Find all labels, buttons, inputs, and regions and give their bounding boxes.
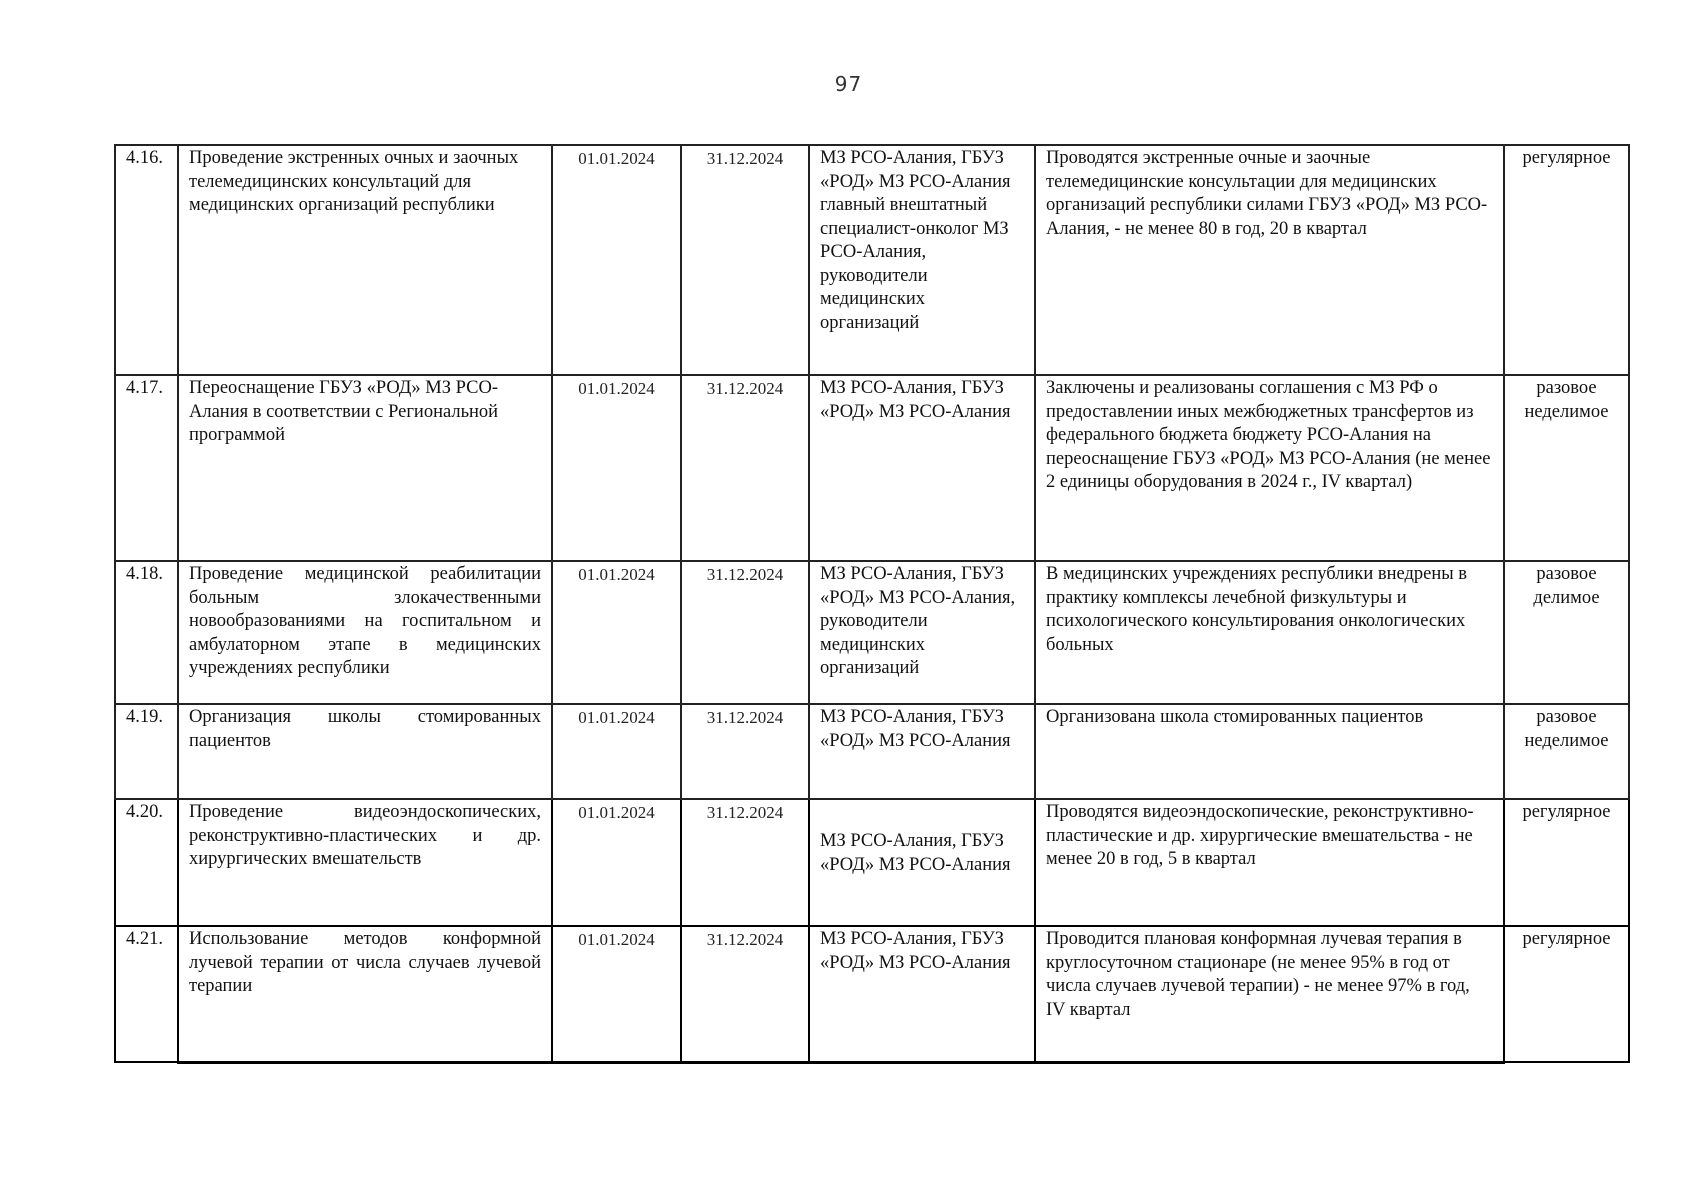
- table-row: [115, 799, 1629, 926]
- item-number: 4.21.: [115, 926, 178, 1062]
- start-date: 01.01.2024: [552, 704, 681, 799]
- item-number: 4.20.: [115, 799, 178, 926]
- end-date: 31.12.2024: [681, 926, 809, 1062]
- expected-result: Проводятся экстренные очные и заочные телемедицинские консультации для медицинских организаций республики силами ГБУЗ «РОД» МЗ РСО-Алания, - не менее 80 в год, 20 в квартал: [1035, 145, 1504, 375]
- end-date: 31.12.2024: [681, 799, 809, 926]
- expected-result: Заключены и реализованы соглашения с МЗ РФ о предоставлении иных межбюджетных трансфертов из федерального бюджета бюджету РСО-Алания на переоснащение ГБУЗ «РОД» МЗ РСО-Алания (не менее 2 единицы оборудования в 2024 г., IV квартал): [1035, 375, 1504, 561]
- result-type: регулярное: [1504, 145, 1629, 375]
- end-date: 31.12.2024: [681, 704, 809, 799]
- responsible: МЗ РСО-Алания, ГБУЗ «РОД» МЗ РСО-Алания, руководители медицинских организаций: [809, 561, 1035, 704]
- start-date: 01.01.2024: [552, 375, 681, 561]
- item-number: 4.19.: [115, 704, 178, 799]
- table-row: [115, 375, 1629, 561]
- item-number: 4.17.: [115, 375, 178, 561]
- responsible: МЗ РСО-Алания, ГБУЗ «РОД» МЗ РСО-Алания: [809, 375, 1035, 561]
- result-type: регулярное: [1504, 799, 1629, 926]
- activity-name: Проведение видеоэндоскопических, реконструктивно-пластических и др. хирургических вмешательств: [178, 799, 552, 926]
- expected-result: Проводятся видеоэндоскопические, реконструктивно-пластические и др. хирургические вмешательства - не менее 20 в год, 5 в квартал: [1035, 799, 1504, 926]
- item-number: 4.16.: [115, 145, 178, 375]
- expected-result: В медицинских учреждениях республики внедрены в практику комплексы лечебной физкультуры и психологического консультирования онкологических больных: [1035, 561, 1504, 704]
- activity-name: Использование методов конформной лучевой терапии от числа случаев лучевой терапии: [178, 926, 552, 1062]
- page-number: 97: [834, 72, 863, 96]
- activity-name: Проведение экстренных очных и заочных телемедицинских консультаций для медицинских организаций республики: [178, 145, 552, 375]
- activity-name: Проведение медицинской реабилитации больным злокачественными новообразованиями на госпитальном и амбулаторном этапе в медицинских учреждениях республики: [178, 561, 552, 704]
- responsible: МЗ РСО-Алания, ГБУЗ «РОД» МЗ РСО-Алания: [809, 799, 1035, 926]
- activity-name: Организация школы стомированных пациентов: [178, 704, 552, 799]
- start-date: 01.01.2024: [552, 926, 681, 1062]
- table-row: [115, 561, 1629, 704]
- result-type: разовое неделимое: [1504, 704, 1629, 799]
- end-date: 31.12.2024: [681, 561, 809, 704]
- responsible: МЗ РСО-Алания, ГБУЗ «РОД» МЗ РСО-Алания: [809, 704, 1035, 799]
- activities-table: [114, 144, 1630, 1064]
- start-date: 01.01.2024: [552, 145, 681, 375]
- expected-result: Организована школа стомированных пациентов: [1035, 704, 1504, 799]
- item-number: 4.18.: [115, 561, 178, 704]
- expected-result: Проводится плановая конформная лучевая терапия в круглосуточном стационаре (не менее 95% в год от числа случаев лучевой терапии) - не менее 97% в год, IV квартал: [1035, 926, 1504, 1062]
- end-date: 31.12.2024: [681, 375, 809, 561]
- result-type: регулярное: [1504, 926, 1629, 1062]
- responsible: МЗ РСО-Алания, ГБУЗ «РОД» МЗ РСО-Алания: [809, 926, 1035, 1062]
- table-row: [115, 145, 1629, 375]
- result-type: разовое делимое: [1504, 561, 1629, 704]
- responsible: МЗ РСО-Алания, ГБУЗ «РОД» МЗ РСО-Алания главный внештатный специалист-онколог МЗ РСО-Алания, руководители медицинских организаций: [809, 145, 1035, 375]
- start-date: 01.01.2024: [552, 799, 681, 926]
- table-row: [115, 704, 1629, 799]
- start-date: 01.01.2024: [552, 561, 681, 704]
- table-row: [115, 926, 1629, 1062]
- result-type: разовое неделимое: [1504, 375, 1629, 561]
- activity-name: Переоснащение ГБУЗ «РОД» МЗ РСО-Алания в соответствии с Региональной программой: [178, 375, 552, 561]
- end-date: 31.12.2024: [681, 145, 809, 375]
